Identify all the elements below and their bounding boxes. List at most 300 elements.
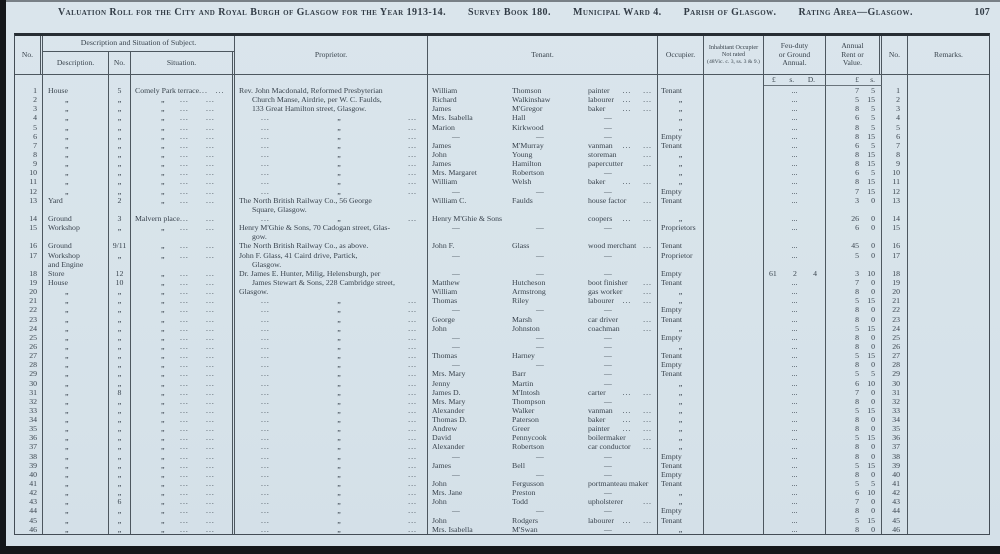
tenant-forename: Matthew <box>432 277 460 287</box>
cell-entry-number: 18 <box>15 269 43 278</box>
header-rent-line3: Value. <box>842 58 863 68</box>
cell-description: „ <box>43 159 109 168</box>
cell-occupier: „ <box>658 406 704 415</box>
cell-annual-rent <box>826 333 882 342</box>
leader-dots: ... <box>180 351 189 361</box>
tenant-surname: — <box>536 332 544 342</box>
tenant-forename: George <box>432 314 455 324</box>
cell-entry-number: 40 <box>15 470 43 479</box>
leader-dots: ... <box>180 424 189 434</box>
cell-occupier: „ <box>658 150 704 159</box>
cell-feu-duty: ... <box>764 351 826 360</box>
tenant-forename: — <box>452 506 460 516</box>
cell-subject-number: „ <box>109 415 131 424</box>
leader-dots: ... <box>206 213 215 223</box>
tenant-surname: Greer <box>512 424 530 434</box>
header-proprietor: Proprietor. <box>235 36 428 74</box>
tenant-occupation: labourer <box>588 515 614 525</box>
cell-entry-number: 8 <box>15 150 43 159</box>
cell-occupier: „ <box>658 214 704 223</box>
leader-dots: ... <box>206 378 215 388</box>
cell-situation <box>131 113 235 122</box>
cell-proprietor <box>235 141 428 150</box>
cell-proprietor: gow. <box>235 232 428 241</box>
header-inhabitant-line3: (48Vic. c. 3, ss. 3 & 9.) <box>707 58 760 65</box>
cell-inhabitant-occupier <box>704 379 764 388</box>
leader-dots: ... <box>261 314 270 324</box>
cell-entry-number-right: 3 <box>882 104 908 113</box>
tenant-surname: M'Intosh <box>512 387 540 397</box>
tenant-surname: — <box>536 341 544 351</box>
cell-remarks <box>908 187 989 196</box>
leader-dots: ... <box>206 424 215 434</box>
cell-inhabitant-occupier <box>704 342 764 351</box>
rent-shillings: 15 <box>867 131 875 141</box>
tenant-forename: — <box>452 223 460 233</box>
cell-entry-number: 44 <box>15 506 43 515</box>
leader-dots: ... <box>261 515 270 525</box>
leader-dots: ... <box>261 149 270 159</box>
cell-occupier <box>658 75 704 86</box>
cell-feu-duty: ... <box>764 296 826 305</box>
leader-dots: ... <box>180 396 189 406</box>
cell-inhabitant-occupier <box>704 232 764 241</box>
cell-annual-rent <box>826 433 882 442</box>
table-row <box>15 333 989 342</box>
cell-entry-number-right: 20 <box>882 287 908 296</box>
tenant-occupation: painter <box>588 86 610 95</box>
cell-annual-rent <box>826 150 882 159</box>
cell-description: „ <box>43 388 109 397</box>
tenant-occupation: baker <box>588 415 606 425</box>
leader-dots: ... <box>206 515 215 525</box>
ditto-mark: „ <box>337 460 341 470</box>
cell-entry-number-right: 44 <box>882 506 908 515</box>
ditto-mark: „ <box>337 351 341 361</box>
cell-entry-number-right: 6 <box>882 132 908 141</box>
cell-entry-number: 13 <box>15 196 43 205</box>
leader-dots: ... <box>261 131 270 141</box>
rent-shillings: 0 <box>871 332 875 342</box>
cell-inhabitant-occupier <box>704 296 764 305</box>
rent-pounds: 8 <box>855 341 859 351</box>
cell-occupier: Empty <box>658 132 704 141</box>
tenant-occupation: — <box>604 360 612 370</box>
tenant-occupation: car driver <box>588 314 619 324</box>
cell-annual-rent <box>826 461 882 470</box>
cell-subject-number: „ <box>109 287 131 296</box>
leader-dots: ... <box>408 131 417 141</box>
leader-dots: ... <box>206 305 215 315</box>
header-annual-rent <box>826 36 882 74</box>
situation-text: „ <box>161 442 165 452</box>
rent-pounds: 8 <box>855 177 859 187</box>
cell-tenant <box>428 351 658 360</box>
rent-shillings: 0 <box>871 442 875 452</box>
leader-dots: ... <box>261 122 270 132</box>
tenant-surname: Young <box>512 149 533 159</box>
tenant-occupation: — <box>604 250 612 260</box>
cell-situation <box>131 232 235 241</box>
leader-dots: ... <box>261 305 270 315</box>
tenant-forename: James D. <box>432 387 461 397</box>
cell-entry-number: 36 <box>15 433 43 442</box>
title-segment: Municipal Ward 4. <box>572 7 662 18</box>
table-row <box>15 388 989 397</box>
cell-remarks <box>908 196 989 205</box>
cell-inhabitant-occupier <box>704 141 764 150</box>
cell-entry-number-right <box>882 75 908 86</box>
leader-dots: ... <box>261 479 270 489</box>
ditto-mark: „ <box>337 305 341 315</box>
leader-dots: ... <box>206 104 215 114</box>
leader-dots: ... ... <box>622 515 652 525</box>
leader-dots: ... <box>643 277 652 287</box>
rent-shillings: 5 <box>871 104 875 114</box>
cell-tenant <box>428 187 658 196</box>
cell-feu-duty: ... <box>764 113 826 122</box>
leader-dots: ... <box>206 268 215 278</box>
tenant-occupation: — <box>604 506 612 516</box>
tenant-forename: Thomas <box>432 296 458 306</box>
cell-remarks <box>908 315 989 324</box>
leader-dots: ... <box>261 378 270 388</box>
tenant-surname: Hall <box>512 113 526 123</box>
leader-dots: ... <box>261 415 270 425</box>
leader-dots: ... <box>261 186 270 196</box>
cell-description <box>43 75 109 86</box>
cell-entry-number-right: 21 <box>882 296 908 305</box>
table-row <box>15 497 989 506</box>
cell-entry-number: 7 <box>15 141 43 150</box>
cell-description: „ <box>43 516 109 525</box>
leader-dots: ... <box>180 195 189 205</box>
cell-entry-number-right: 37 <box>882 442 908 451</box>
table-row <box>15 442 989 451</box>
leader-dots: ... <box>261 460 270 470</box>
leader-dots: ... <box>261 442 270 452</box>
rent-pounds: 5 <box>855 405 859 415</box>
cell-subject-number: „ <box>109 315 131 324</box>
cell-occupier: „ <box>658 415 704 424</box>
cell-remarks <box>908 470 989 479</box>
cell-situation <box>131 141 235 150</box>
cell-annual-rent <box>826 278 882 287</box>
situation-text: „ <box>161 177 165 187</box>
cell-tenant <box>428 232 658 241</box>
leader-dots: ... <box>408 497 417 507</box>
cell-inhabitant-occupier <box>704 75 764 86</box>
cell-inhabitant-occupier <box>704 132 764 141</box>
leader-dots: ... <box>206 296 215 306</box>
table-row <box>15 159 989 168</box>
leader-dots: ... <box>408 186 417 196</box>
cell-description: „ <box>43 470 109 479</box>
ditto-mark: „ <box>337 433 341 443</box>
cell-occupier: „ <box>658 113 704 122</box>
tenant-forename: Henry M'Ghie & Sons <box>432 213 503 223</box>
leader-dots: ... <box>261 140 270 150</box>
leader-dots: ... <box>180 149 189 159</box>
situation-text: „ <box>161 277 165 287</box>
table-row <box>15 269 989 278</box>
rent-pounds: 5 <box>855 95 859 105</box>
cell-subject-number: 5 <box>109 86 131 95</box>
title-segment: Survey Book 180. <box>468 7 551 18</box>
situation-text: „ <box>161 314 165 324</box>
header-inhabitant-line1: Inhabitant Occupier <box>708 43 759 51</box>
leader-dots: ... <box>261 369 270 379</box>
leader-dots: ... <box>180 369 189 379</box>
leader-dots: ... <box>206 195 215 205</box>
cell-occupier: Tenant <box>658 196 704 205</box>
rent-pounds: 45 <box>851 241 859 251</box>
cell-proprietor <box>235 315 428 324</box>
leader-dots: ... <box>180 378 189 388</box>
currency-label: s. <box>789 75 795 84</box>
tenant-surname <box>512 232 588 241</box>
leader-dots: ... <box>180 186 189 196</box>
rent-shillings: 15 <box>867 186 875 196</box>
cell-tenant <box>428 150 658 159</box>
cell-entry-number-right: 29 <box>882 369 908 378</box>
leader-dots: ... <box>408 296 417 306</box>
cell-entry-number: 23 <box>15 315 43 324</box>
cell-occupier: „ <box>658 296 704 305</box>
table-row <box>15 315 989 324</box>
header-description: Description. <box>43 52 109 74</box>
cell-situation <box>131 305 235 314</box>
leader-dots: ... <box>206 469 215 479</box>
tenant-forename: James <box>432 460 452 470</box>
cell-occupier: Empty <box>658 506 704 515</box>
leader-dots: ... <box>408 524 417 534</box>
leader-dots: ... <box>408 515 417 525</box>
leader-dots: ... <box>180 168 189 178</box>
cell-entry-number: 30 <box>15 379 43 388</box>
cell-proprietor <box>235 525 428 534</box>
cell-subject-number: 10 <box>109 278 131 287</box>
cell-subject-number: „ <box>109 442 131 451</box>
situation-text: „ <box>161 469 165 479</box>
rent-pounds: 7 <box>855 277 859 287</box>
table-row <box>15 433 989 442</box>
leader-dots: ... <box>408 323 417 333</box>
title-segment: Parish of Glasgow. <box>683 7 777 18</box>
leader-dots: ... <box>180 387 189 397</box>
cell-remarks <box>908 442 989 451</box>
cell-remarks <box>908 333 989 342</box>
cell-entry-number-right: 2 <box>882 95 908 104</box>
cell-situation <box>131 525 235 534</box>
cell-annual-rent <box>826 86 882 95</box>
cell-description: Workshop <box>43 251 109 260</box>
cell-subject-number: „ <box>109 132 131 141</box>
tenant-surname: Thomson <box>512 86 542 95</box>
cell-situation <box>131 123 235 132</box>
cell-tenant <box>428 223 658 232</box>
situation-text: Comely Park terrace <box>135 86 200 95</box>
table-row <box>15 369 989 378</box>
tenant-occupation: — <box>604 396 612 406</box>
cell-proprietor <box>235 123 428 132</box>
cell-entry-number-right: 38 <box>882 452 908 461</box>
rent-shillings: 15 <box>867 296 875 306</box>
rent-shillings: 0 <box>871 497 875 507</box>
cell-proprietor: Henry M'Ghie & Sons, 70 Cadogan street, Glas- <box>235 223 428 232</box>
situation-text: „ <box>161 479 165 489</box>
cell-feu-duty: ... <box>764 497 826 506</box>
cell-remarks <box>908 379 989 388</box>
rent-shillings: 5 <box>871 140 875 150</box>
leader-dots: ... <box>643 323 652 333</box>
cell-subject-number: „ <box>109 141 131 150</box>
cell-proprietor <box>235 369 428 378</box>
cell-entry-number: 45 <box>15 516 43 525</box>
rent-pounds: 8 <box>855 131 859 141</box>
cell-occupier: „ <box>658 95 704 104</box>
leader-dots: ... <box>206 250 215 260</box>
cell-proprietor <box>235 506 428 515</box>
cell-proprietor <box>235 333 428 342</box>
table-row <box>15 360 989 369</box>
cell-tenant <box>428 86 658 95</box>
leader-dots: ... <box>261 168 270 178</box>
leader-dots: ... <box>408 451 417 461</box>
cell-proprietor <box>235 397 428 406</box>
tenant-forename: David <box>432 433 452 443</box>
cell-feu-duty: ... <box>764 406 826 415</box>
tenant-occupation: — <box>604 332 612 342</box>
cell-remarks <box>908 287 989 296</box>
tenant-occupation: — <box>604 524 612 534</box>
rent-shillings: 0 <box>871 250 875 260</box>
table-row <box>15 516 989 525</box>
leader-dots: ... <box>180 131 189 141</box>
leader-dots: ... <box>206 479 215 489</box>
cell-description: „ <box>43 305 109 314</box>
cell-annual-rent <box>826 360 882 369</box>
tenant-forename: — <box>452 305 460 315</box>
leader-dots: ... <box>261 213 270 223</box>
rent-pounds: 8 <box>855 442 859 452</box>
leader-dots: ... <box>261 524 270 534</box>
tenant-forename: Richard <box>432 95 457 105</box>
cell-tenant <box>428 497 658 506</box>
leader-dots: ... ... <box>622 424 652 434</box>
cell-remarks <box>908 260 989 269</box>
cell-description: „ <box>43 104 109 113</box>
cell-remarks <box>908 351 989 360</box>
table-row <box>15 479 989 488</box>
tenant-occupation: — <box>604 122 612 132</box>
header-feu-line1: Feu-duty <box>780 41 809 51</box>
cell-remarks <box>908 232 989 241</box>
cell-entry-number-right: 27 <box>882 351 908 360</box>
tenant-surname: Robertson <box>512 442 545 452</box>
leader-dots: ... <box>643 433 652 443</box>
cell-tenant <box>428 424 658 433</box>
tenant-forename: Thomas D. <box>432 415 467 425</box>
cell-tenant <box>428 397 658 406</box>
cell-tenant <box>428 342 658 351</box>
ditto-mark: „ <box>337 122 341 132</box>
cell-description: Ground <box>43 214 109 223</box>
cell-feu-duty <box>764 205 826 214</box>
cell-inhabitant-occupier <box>704 113 764 122</box>
situation-text: „ <box>161 506 165 516</box>
rent-pounds: 6 <box>855 113 859 123</box>
cell-inhabitant-occupier <box>704 251 764 260</box>
cell-description: „ <box>43 187 109 196</box>
cell-description: Yard <box>43 196 109 205</box>
rent-pounds: 7 <box>855 86 859 95</box>
cell-situation <box>131 461 235 470</box>
tenant-surname: Preston <box>512 488 536 498</box>
cell-tenant <box>428 379 658 388</box>
cell-inhabitant-occupier <box>704 205 764 214</box>
cell-remarks <box>908 168 989 177</box>
cell-entry-number: 25 <box>15 333 43 342</box>
rent-pounds: 8 <box>855 396 859 406</box>
leader-dots: ... <box>180 140 189 150</box>
cell-situation <box>131 260 235 269</box>
rent-pounds: 7 <box>855 497 859 507</box>
leader-dots: ... <box>206 95 215 105</box>
cell-description: Ground <box>43 241 109 250</box>
title-segment: Valuation Roll for the City and Royal Burgh of Glasgow for the Year 1913-14. <box>58 7 447 18</box>
cell-situation <box>131 324 235 333</box>
cell-inhabitant-occupier <box>704 452 764 461</box>
cell-remarks <box>908 406 989 415</box>
cell-entry-number: 34 <box>15 415 43 424</box>
cell-situation <box>131 75 235 86</box>
cell-tenant <box>428 278 658 287</box>
leader-dots: ... <box>180 305 189 315</box>
cell-proprietor <box>235 360 428 369</box>
leader-dots: ... <box>206 131 215 141</box>
cell-subject-number: 12 <box>109 269 131 278</box>
leader-dots: ... <box>206 396 215 406</box>
rent-pounds: 5 <box>855 351 859 361</box>
page-title <box>58 7 990 18</box>
situation-text: „ <box>161 241 165 251</box>
cell-feu-duty: ... <box>764 516 826 525</box>
leader-dots: ... <box>206 369 215 379</box>
cell-subject-number: „ <box>109 424 131 433</box>
cell-inhabitant-occupier <box>704 324 764 333</box>
cell-tenant <box>428 251 658 260</box>
tenant-surname: Thompson <box>512 396 546 406</box>
ditto-mark: „ <box>337 479 341 489</box>
cell-feu-duty: ... <box>764 159 826 168</box>
leader-dots: ... <box>643 241 652 251</box>
cell-proprietor <box>235 433 428 442</box>
leader-dots: ... <box>408 177 417 187</box>
cell-description: „ <box>43 433 109 442</box>
rent-shillings: 10 <box>867 268 875 278</box>
cell-occupier: Tenant <box>658 241 704 250</box>
cell-feu-duty: ... <box>764 305 826 314</box>
rent-pounds: 5 <box>855 515 859 525</box>
cell-annual-rent <box>826 296 882 305</box>
cell-inhabitant-occupier <box>704 470 764 479</box>
tenant-surname: Todd <box>512 497 528 507</box>
cell-feu-duty: ... <box>764 187 826 196</box>
rent-shillings: 0 <box>871 213 875 223</box>
cell-subject-number: „ <box>109 296 131 305</box>
table-row <box>15 342 989 351</box>
